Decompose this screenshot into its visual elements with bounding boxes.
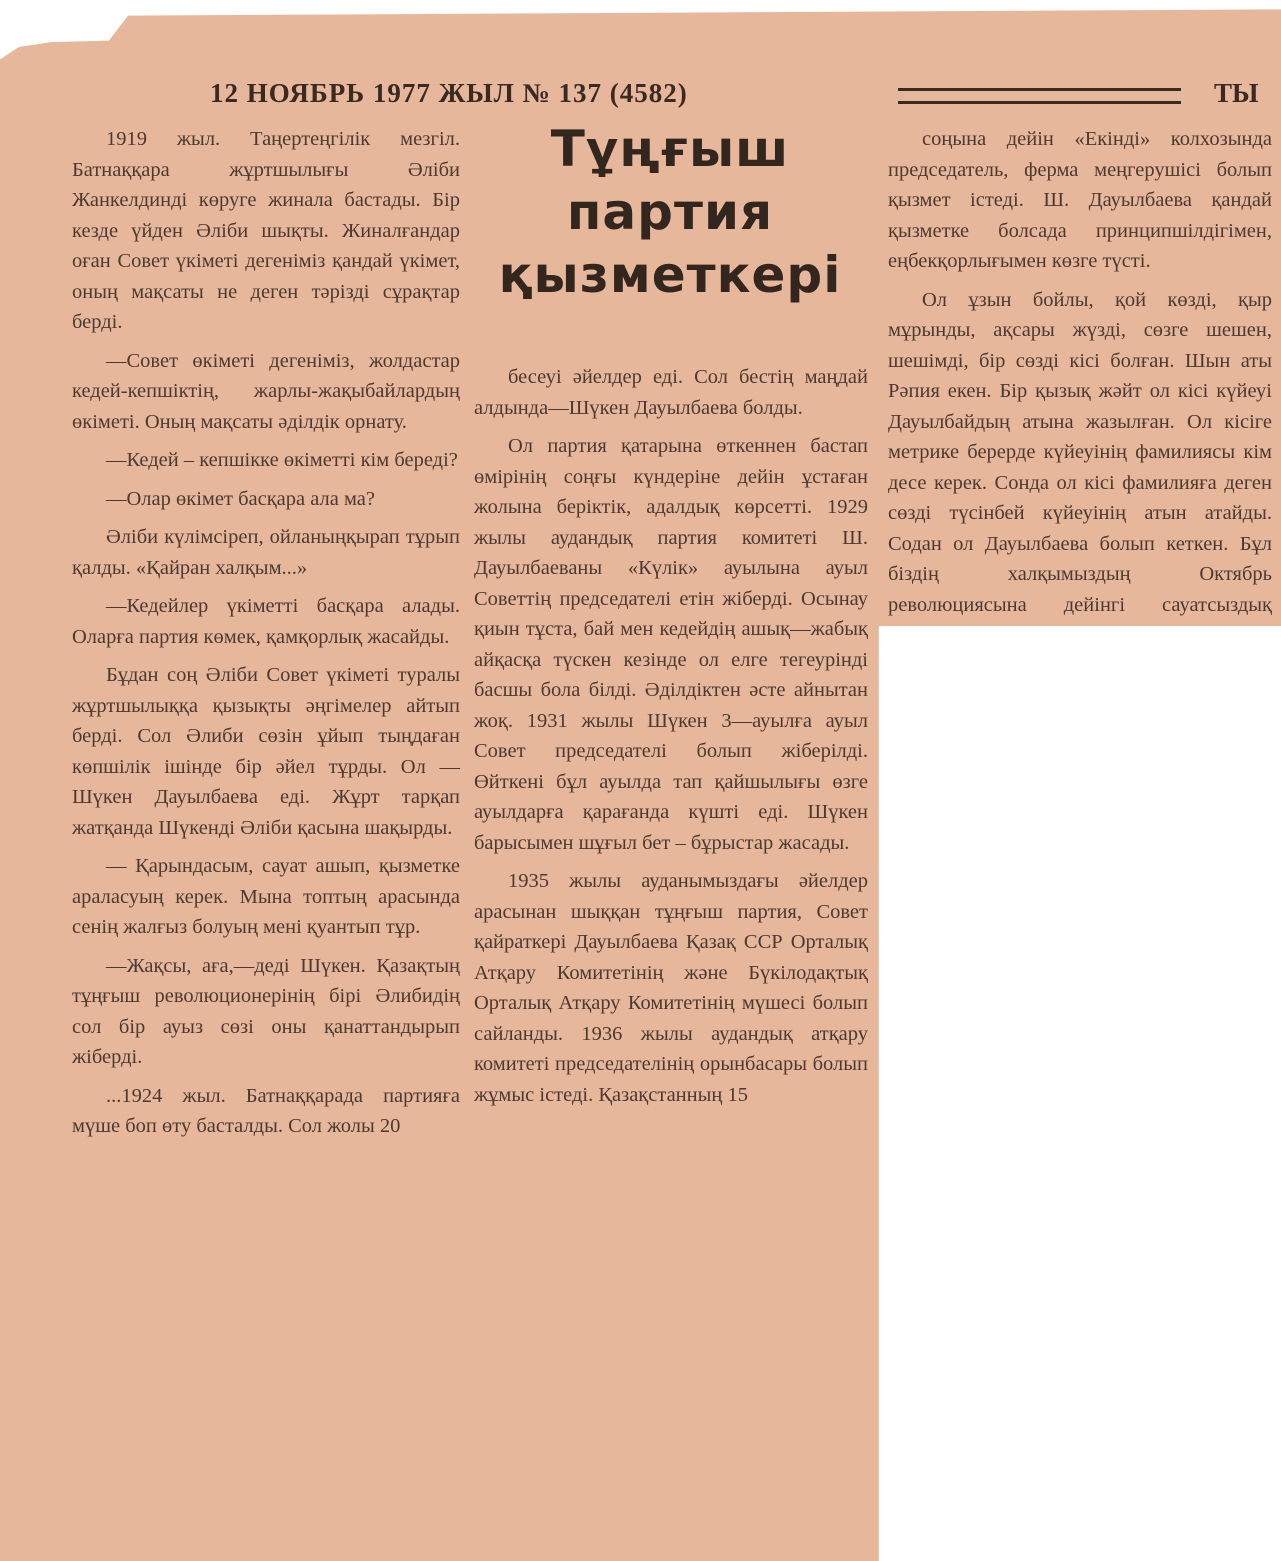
paragraph: —Жақсы, аға,—деді Шүкен. Қазақтың тұңғыш революционерінің бірі Әлибидің сол бір ауыз сөзі оны қанаттандырып жіберді. [72, 954, 460, 1068]
paragraph: Ол ұзын бойлы, қой көзді, қыр мұрынды, ақсары жүзді, сөзге шешен, шешімді, бір сөзді кісі болған. Шын аты Рәпия екен. Бір қызық жәйт ол кісі күйеуі Дауылбайдың атына жазылған. Ол кісіге метрике берерде күйеуінің фамилиясы кім десе керек. Сонда ол кісі фамилияға деген сөзді түсінбей күйеуінің атын атайды. Содан ол Дауылбаева болып кеткен. Бұл біздің халқымыздың Октябрь революциясына дейінгі сауатсыздық [888, 288, 1272, 616]
paragraph: бесеуі әйелдер еді. Сол бестің маңдай алдында—Шүкен Дауылбаева болды. [474, 366, 868, 419]
paragraph: Бұдан соң Әліби Совет үкіметі туралы жұртшылыққа қызықты әңгімелер айтып берді. Сол Әлиби сөзін ұйып тыңдаған көпшілік ішінде бір әйел тұрды. Ол — Шүкен Дауылбаева еді. Жұрт тарқап жатқанда Шүкенді Әліби қасына шақырды. [72, 664, 460, 839]
paragraph: —Олар өкімет басқара ала ма? [106, 487, 375, 510]
paragraph: соңына дейін «Екінді» колхозында председатель, ферма меңгерушісі болып қызмет істеді. Ш. Дауылбаева қандай қызметке болсада принципшілдігімен, еңбекқорлығымен көзге түсті. [888, 128, 1272, 272]
article-headline: Тұңғыш партия қызметкері [498, 120, 842, 304]
header-rule [898, 88, 1181, 104]
paragraph: ...1924 жыл. Батнаққарада партияға мүше боп өту басталды. Сол жолы 20 [72, 1084, 460, 1137]
paragraph: 1919 жыл. Таңертеңгілік мезгіл. Батнаққара жұртшылығы Әліби Жанкелдинді көруге жинала бастады. Бір кезде үйден Әліби шықты. Жиналғандар оған Совет үкіметі дегеніміз қандай үкімет, оның мақсаты не деген тәрізді сұрақтар берді. [72, 128, 460, 333]
paragraph: —Кедейлер үкіметті басқара алады. Оларға партия көмек, қамқорлық жасайды. [72, 595, 460, 648]
torn-corner [879, 626, 1281, 1561]
newspaper-header [0, 78, 1281, 118]
paragraph: 1935 жылы ауданымыздағы әйелдер арасынан шыққан тұңғыш партия, Совет қайраткері Дауылбаева Қазақ ССР Орталық Атқару Комитетінің және Бүкілодақтық Орталық Атқару Комитетінің мүшесі болып сайланды. 1936 жылы аудандық атқару комитеті председателінің орынбасары болып жұмыс істеді. Қазақстанның 15 [474, 870, 868, 1106]
article-column-1 [72, 124, 460, 1150]
paragraph: Ол партия қатарына өткеннен бастап өмірінің соңғы күндеріне дейін ұстаған жолына беріктік, адалдық көрсетті. 1929 жылы аудандық партия комитеті Ш. Дауылбаеваны «Күлік» ауылына ауыл Советтің председателі етін жіберді. Осынау қиын тұста, бай мен кедейдің ашық—жабық айқасқа түскен кезінде ол елге тегеуріндi басшы бола білді. Әділдіктен әсте айнытан жоқ. 1931 жылы Шүкен 3—ауылға ауыл Совет председателі болып жіберілді. Өйткені бұл ауылда тап қайшылығы өзге ауылдарға қарағанда күшті еді. Шүкен барысымен шұғыл бет – бұрыстар жасады. [474, 435, 868, 854]
paragraph: — Қарындасым, сауат ашып, қызметке араласуың керек. Мына топтың арасында сенің жалғыз болуың мені қуантып тұр. [72, 855, 460, 938]
dateline: 12 НОЯБРЬ 1977 ЖЫЛ № 137 (4582) [210, 78, 688, 108]
paragraph: Әліби күлімсіреп, ойланыңқырап тұрып қалды. «Қайран халқым...» [72, 526, 460, 579]
masthead-fragment: ТЫ [1214, 78, 1259, 108]
paragraph: —Совет өкіметі дегеніміз, жолдастар кедей-кепшіктің, жарлы-жақыбайлардың өкіметі. Оның мақсаты әділдік орнату. [72, 349, 460, 433]
article-column-2 [474, 362, 868, 1118]
paragraph: —Кедей – кепшікке өкіметті кім береді? [106, 449, 458, 471]
